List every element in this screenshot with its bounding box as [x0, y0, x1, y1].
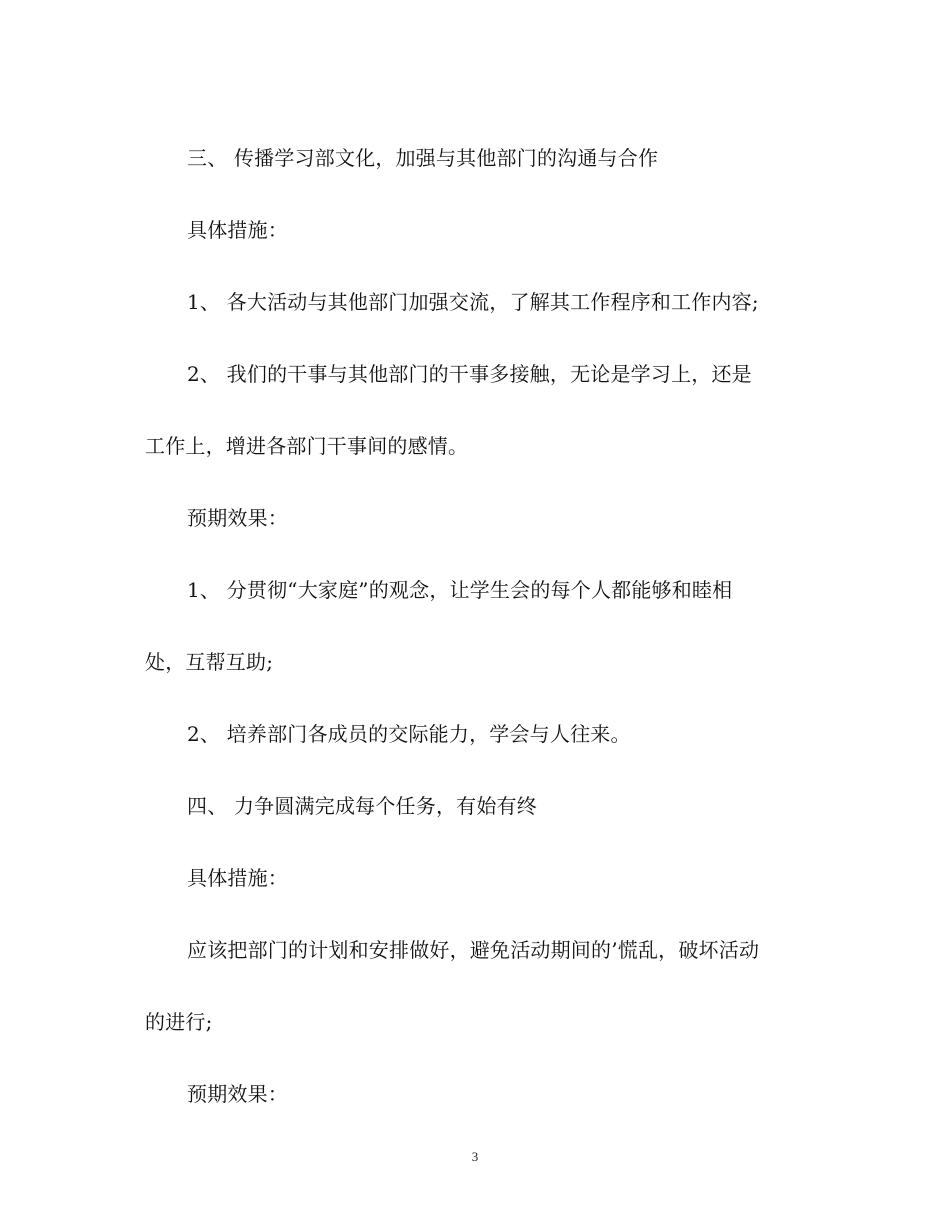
section-heading-4: 四、 力争圆满完成每个任务，有始有终: [187, 794, 537, 818]
measure-text: 应该把部门的计划和安排做好，避免活动期间的’慌乱，破坏活动: [187, 938, 760, 962]
measures-label: 具体措施：: [187, 218, 288, 242]
measure-item-2: 2、 我们的干事与其他部门的干事多接触，无论是学习上，还是: [187, 362, 752, 386]
section-heading-3: 三、 传播学习部文化，加强与其他部门的沟通与合作: [187, 146, 659, 170]
effect-item-1-continued: 处，互帮互助;: [145, 650, 274, 674]
expected-effects-label: 预期效果：: [187, 506, 288, 530]
effect-item-1: 1、 分贯彻“大家庭”的观念，让学生会的每个人都能够和睦相: [187, 578, 733, 602]
expected-effects-label-2: 预期效果：: [187, 1082, 288, 1106]
effect-item-2: 2、 培养部门各成员的交际能力，学会与人往来。: [187, 722, 631, 746]
page-number: 3: [471, 1149, 479, 1164]
measure-item-2-continued: 工作上，增进各部门干事间的感情。: [145, 434, 469, 458]
measures-label-2: 具体措施：: [187, 866, 288, 890]
document-body: [145, 122, 810, 1130]
measure-item-1: 1、 各大活动与其他部门加强交流，了解其工作程序和工作内容;: [187, 290, 759, 314]
measure-text-continued: 的进行;: [145, 1010, 213, 1034]
